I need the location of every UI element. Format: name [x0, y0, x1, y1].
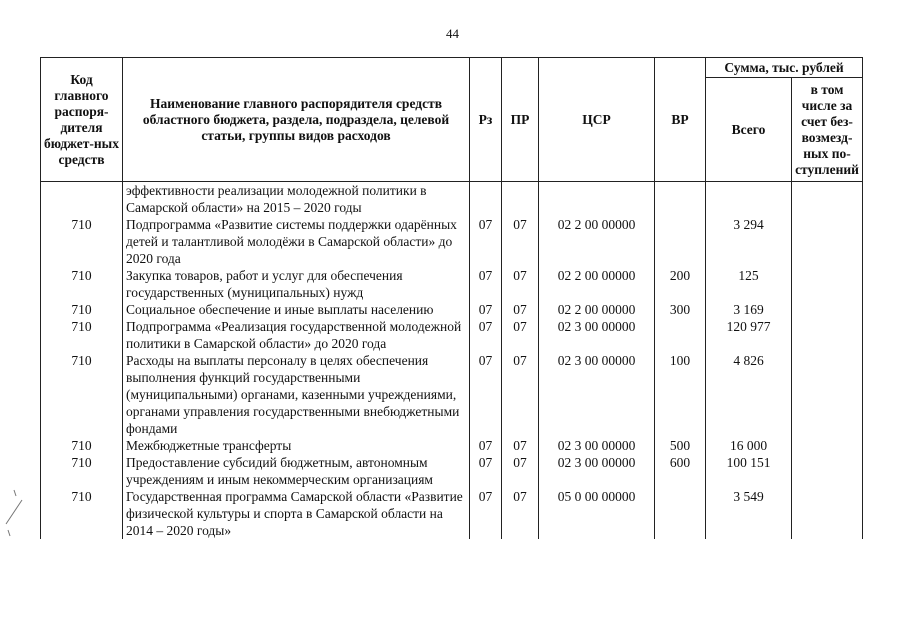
header-vr: ВР: [655, 58, 706, 182]
table-row: [41, 352, 863, 437]
row-name: эффективности реализации молодежной политики в Самарской области» на 2015 – 2020 годы: [123, 182, 470, 217]
table-header: [41, 58, 863, 182]
row-code: 710: [41, 301, 123, 318]
row-name: Межбюджетные трансферты: [123, 437, 470, 454]
header-code: Код главного распоря-дителя бюджет-ных средств: [41, 58, 123, 182]
header-sum-group: Сумма, тыс. рублей: [706, 58, 863, 78]
row-total: 3 549: [706, 488, 792, 539]
row-csr: 02 3 00 00000: [539, 318, 655, 352]
row-total: 3 169: [706, 301, 792, 318]
row-rz: 07: [470, 301, 502, 318]
row-code: 710: [41, 454, 123, 488]
row-vr: 500: [655, 437, 706, 454]
row-vr: [655, 216, 706, 267]
row-name: Расходы на выплаты персоналу в целях обеспечения выполнения функций государственными (муниципальными) органами, казенными учреждениями, органами управления государственными внебюджетными фондами: [123, 352, 470, 437]
header-total: Всего: [706, 78, 792, 182]
row-pr: 07: [502, 318, 539, 352]
row-rz: 07: [470, 437, 502, 454]
row-code: 710: [41, 267, 123, 301]
row-total: [706, 182, 792, 217]
table-row: [41, 267, 863, 301]
row-rz: 07: [470, 488, 502, 539]
row-pr: 07: [502, 216, 539, 267]
page-number: 44: [446, 26, 459, 41]
row-vr: [655, 318, 706, 352]
row-pr: 07: [502, 352, 539, 437]
row-rz: 07: [470, 454, 502, 488]
row-vr: 100: [655, 352, 706, 437]
row-incl: [792, 267, 863, 301]
row-incl: [792, 352, 863, 437]
table-row: [41, 488, 863, 539]
row-code: 710: [41, 318, 123, 352]
table-row: [41, 437, 863, 454]
row-total: 120 977: [706, 318, 792, 352]
row-pr: 07: [502, 301, 539, 318]
row-rz: 07: [470, 352, 502, 437]
row-pr: 07: [502, 267, 539, 301]
table-row: [41, 318, 863, 352]
row-csr: 05 0 00 00000: [539, 488, 655, 539]
row-pr: 07: [502, 454, 539, 488]
row-csr: 02 2 00 00000: [539, 216, 655, 267]
header-incl: в том числе за счет без-возмезд-ных по-ступлений: [792, 78, 863, 182]
row-code: 710: [41, 488, 123, 539]
row-incl: [792, 318, 863, 352]
table-row: [41, 454, 863, 488]
row-total: 16 000: [706, 437, 792, 454]
row-incl: [792, 216, 863, 267]
row-incl: [792, 301, 863, 318]
row-code: 710: [41, 352, 123, 437]
row-pr: 07: [502, 437, 539, 454]
row-code: [41, 182, 123, 217]
row-pr: 07: [502, 488, 539, 539]
row-name: Закупка товаров, работ и услуг для обеспечения государственных (муниципальных) нужд: [123, 267, 470, 301]
row-incl: [792, 454, 863, 488]
row-csr: [539, 182, 655, 217]
row-total: 3 294: [706, 216, 792, 267]
header-pr: ПР: [502, 58, 539, 182]
row-csr: 02 2 00 00000: [539, 267, 655, 301]
budget-table: [40, 57, 863, 539]
row-total: 100 151: [706, 454, 792, 488]
row-vr: 300: [655, 301, 706, 318]
row-name: Подпрограмма «Развитие системы поддержки одарённых детей и талантливой молодёжи в Самарской области» до 2020 года: [123, 216, 470, 267]
row-code: 710: [41, 437, 123, 454]
row-vr: 600: [655, 454, 706, 488]
row-csr: 02 3 00 00000: [539, 454, 655, 488]
row-vr: 200: [655, 267, 706, 301]
table-body: [41, 182, 863, 540]
header-name: Наименование главного распорядителя средств областного бюджета, раздела, подраздела, целевой статьи, группы видов расходов: [123, 58, 470, 182]
row-total: 4 826: [706, 352, 792, 437]
row-csr: 02 3 00 00000: [539, 352, 655, 437]
row-rz: [470, 182, 502, 217]
table-row: [41, 182, 863, 217]
row-name: Государственная программа Самарской области «Развитие физической культуры и спорта в Самарской области на 2014 – 2020 годы»: [123, 488, 470, 539]
row-code: 710: [41, 216, 123, 267]
header-csr: ЦСР: [539, 58, 655, 182]
row-csr: 02 3 00 00000: [539, 437, 655, 454]
row-incl: [792, 488, 863, 539]
row-rz: 07: [470, 318, 502, 352]
row-name: Предоставление субсидий бюджетным, автономным учреждениям и иным некоммерческим организациям: [123, 454, 470, 488]
header-rz: Рз: [470, 58, 502, 182]
row-total: 125: [706, 267, 792, 301]
row-csr: 02 2 00 00000: [539, 301, 655, 318]
row-vr: [655, 182, 706, 217]
row-incl: [792, 182, 863, 217]
table-row: [41, 301, 863, 318]
row-vr: [655, 488, 706, 539]
row-rz: 07: [470, 216, 502, 267]
row-name: Социальное обеспечение и иные выплаты населению: [123, 301, 470, 318]
row-incl: [792, 437, 863, 454]
row-pr: [502, 182, 539, 217]
row-name: Подпрограмма «Реализация государственной молодежной политики в Самарской области» до 2020 года: [123, 318, 470, 352]
row-rz: 07: [470, 267, 502, 301]
table-row: [41, 216, 863, 267]
scan-pen-mark: [0, 486, 30, 546]
